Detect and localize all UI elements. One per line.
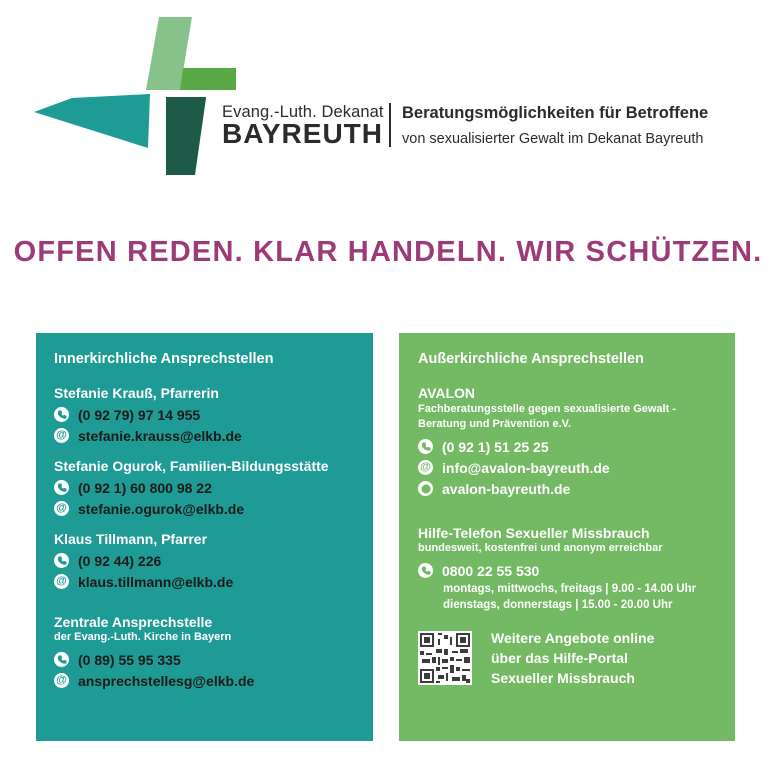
phone-row[interactable] <box>418 436 717 457</box>
portal-line: über das Hilfe-Portal <box>491 650 628 666</box>
phone-number: (0 92 1) 51 25 25 <box>442 438 549 455</box>
hours-line: montags, mittwochs, freitags | 9.00 - 14.00 Uhr <box>443 583 697 595</box>
phone-icon <box>54 553 69 568</box>
dekanat-logo-cross <box>0 0 240 190</box>
dekanat-label: Evang.-Luth. Dekanat <box>222 103 384 121</box>
contact-org: Beratung und Prävention e.V. <box>418 418 572 430</box>
phone-number: (0 92 44) 226 <box>78 552 162 569</box>
contact-org: bundesweit, kostenfrei und anonym erreichbar <box>418 542 663 554</box>
panel-heading: Innerkirchliche Ansprechstellen <box>54 351 274 367</box>
email-row[interactable] <box>54 670 355 691</box>
at-icon: @ <box>54 574 69 589</box>
contact-name: Hilfe-Telefon Sexueller Missbrauch <box>418 525 650 541</box>
phone-number: (0 92 1) 60 800 98 22 <box>78 479 212 496</box>
phone-number: (0 89) 55 95 335 <box>78 651 181 668</box>
email-link[interactable]: ansprechstellesg@elkb.de <box>78 672 255 689</box>
avalon-block <box>418 385 717 499</box>
panel-heading: Außerkirchliche Ansprechstellen <box>418 351 644 367</box>
central-contact-block <box>54 614 355 691</box>
phone-icon <box>54 407 69 422</box>
portal-text[interactable] <box>491 628 654 688</box>
phone-icon <box>418 439 433 454</box>
qr-code[interactable] <box>418 631 472 685</box>
phone-row[interactable] <box>54 404 355 425</box>
portal-line: Weitere Angebote online <box>491 630 655 646</box>
phone-icon <box>418 563 433 578</box>
phone-icon <box>54 480 69 495</box>
at-icon: @ <box>54 673 69 688</box>
at-icon: @ <box>54 501 69 516</box>
dekanat-city: BAYREUTH <box>222 118 383 149</box>
phone-number: 0800 22 55 530 <box>442 562 540 579</box>
at-icon: @ <box>418 460 433 475</box>
contact-org: Fachberatungsstelle gegen sexualisierte Gewalt - <box>418 403 676 415</box>
contact-block <box>54 458 355 519</box>
phone-row[interactable] <box>54 550 355 571</box>
slogan: OFFEN REDEN. KLAR HANDELN. WIR SCHÜTZEN. <box>13 236 763 268</box>
contact-block <box>54 385 355 446</box>
phone-row[interactable] <box>54 477 355 498</box>
email-row[interactable] <box>54 571 355 592</box>
globe-icon <box>418 481 433 496</box>
contact-org: der Evang.-Luth. Kirche in Bayern <box>54 631 232 643</box>
email-link[interactable]: info@avalon-bayreuth.de <box>442 459 610 476</box>
header-divider <box>389 103 391 147</box>
contact-name: Stefanie Krauß, Pfarrerin <box>54 385 219 401</box>
portal-block <box>418 631 717 688</box>
contact-block <box>54 531 355 592</box>
phone-row[interactable] <box>418 560 717 581</box>
contact-name: Zentrale Ansprechstelle <box>54 614 213 630</box>
phone-icon <box>54 652 69 667</box>
email-link[interactable]: stefanie.ogurok@elkb.de <box>78 500 245 517</box>
email-link[interactable]: stefanie.krauss@elkb.de <box>78 427 242 444</box>
page-subtitle: von sexualisierter Gewalt im Dekanat Bayreuth <box>402 131 704 147</box>
phone-row[interactable] <box>54 649 355 670</box>
contact-name: AVALON <box>418 385 476 401</box>
web-link[interactable]: avalon-bayreuth.de <box>442 480 571 497</box>
phone-number: (0 92 79) 97 14 955 <box>78 406 201 423</box>
page-title: Beratungsmöglichkeiten für Betroffene <box>402 104 709 122</box>
inner-church-panel <box>36 333 373 741</box>
external-panel <box>399 333 735 741</box>
contact-name: Stefanie Ogurok, Familien-Bildungsstätte <box>54 458 329 474</box>
portal-line: Sexueller Missbrauch <box>491 670 635 686</box>
email-link[interactable]: klaus.tillmann@elkb.de <box>78 573 234 590</box>
web-row[interactable] <box>418 478 717 499</box>
email-row[interactable] <box>418 457 717 478</box>
at-icon: @ <box>54 428 69 443</box>
email-row[interactable] <box>54 425 355 446</box>
hotline-block <box>418 525 717 613</box>
contact-name: Klaus Tillmann, Pfarrer <box>54 531 208 547</box>
hours-line: dienstags, donnerstags | 15.00 - 20.00 Uhr <box>443 599 673 611</box>
email-row[interactable] <box>54 498 355 519</box>
